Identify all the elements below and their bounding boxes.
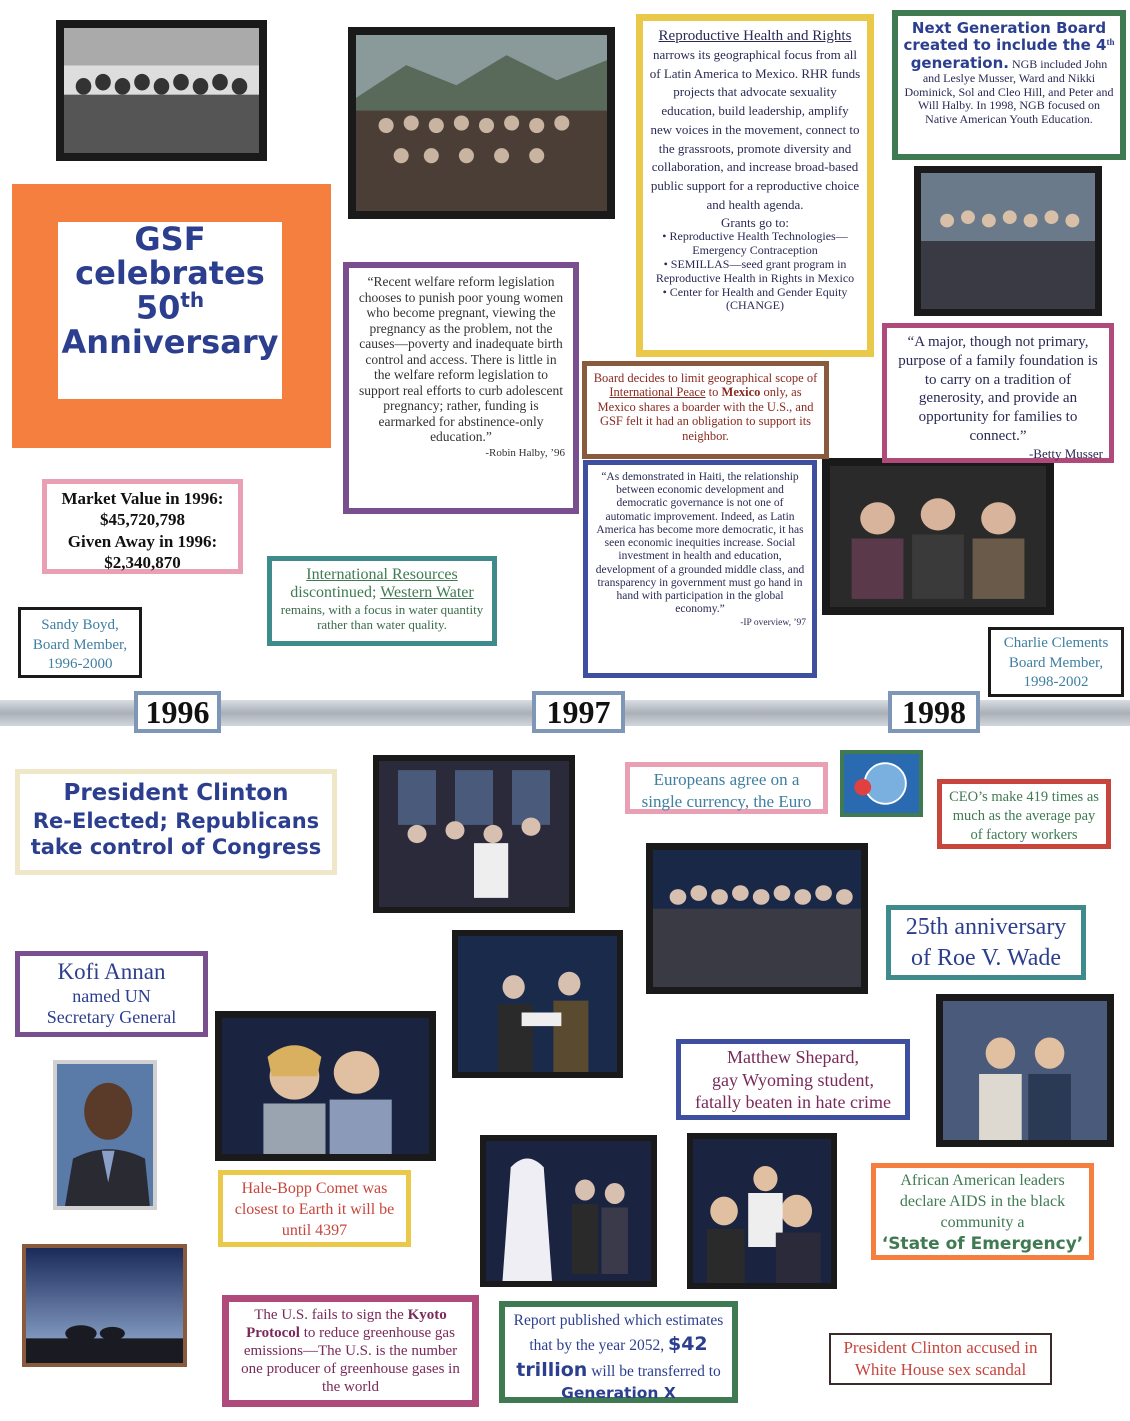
clinton-l3: take control of Congress bbox=[30, 835, 322, 859]
three-people-photo bbox=[822, 458, 1054, 615]
report-t3: will be transferred to bbox=[587, 1362, 721, 1380]
rhr-grant-item: • Center for Health and Gender Equity (CHANGE) bbox=[662, 284, 848, 313]
charlie-box bbox=[988, 627, 1124, 697]
intl-title: International Resources bbox=[306, 566, 458, 583]
ceo-pay-box bbox=[937, 779, 1111, 849]
clinton-reelected-box bbox=[15, 769, 337, 875]
group-photo-dinner bbox=[646, 843, 868, 994]
year-1996: 1996 bbox=[134, 691, 221, 733]
roe-v-wade-box bbox=[886, 905, 1086, 980]
clinton-l2: Re-Elected; Republicans bbox=[32, 808, 320, 833]
roe-l1: 25th anniversary bbox=[905, 914, 1067, 940]
rhr-grant-item: • SEMILLAS—seed grant program in Reproductive Health in Rights in Mexico bbox=[655, 257, 855, 285]
report-genx: Generation X bbox=[561, 1384, 676, 1403]
title-celebrates: celebrates bbox=[75, 254, 265, 293]
market-value: $45,720,798 bbox=[100, 510, 185, 530]
hale-bopp-box bbox=[218, 1170, 411, 1247]
ngb-title: Next Generation Board created to include the 4 bbox=[903, 19, 1107, 55]
intl-resources-box bbox=[267, 556, 497, 646]
aids-t2: ‘State of Emergency’ bbox=[881, 1234, 1084, 1255]
charlie-years: 1998-2002 bbox=[1023, 674, 1089, 690]
haiti-quote-box bbox=[583, 460, 817, 678]
hale-text: Hale-Bopp Comet was closest to Earth it will be until 4397 bbox=[234, 1180, 395, 1239]
euro-box bbox=[625, 762, 828, 814]
shepard-l3: fatally beaten in hate crime bbox=[695, 1092, 891, 1112]
rhr-title: Reproductive Health and Rights bbox=[658, 28, 852, 44]
board-intl-peace: International Peace bbox=[609, 385, 706, 400]
year-1998: 1998 bbox=[888, 691, 980, 733]
given-label: Given Away in 1996: bbox=[67, 531, 218, 551]
generation-x-report-box bbox=[499, 1301, 738, 1403]
shepard-box bbox=[676, 1039, 910, 1120]
kofi-l3: Secretary General bbox=[46, 1007, 177, 1028]
title-number: 50 bbox=[135, 289, 181, 328]
haiti-attr: -IP overview, ’97 bbox=[740, 618, 806, 629]
rhr-text: narrows its geographical focus from all of Latin America to Mexico. RHR funds projects that advocate sexuality education, build leadership, amplify new voices in the movement, connect to the grassroots, promote diversity and collaboration, and increase broad-based public support for a reproductive choice and health agenda. bbox=[649, 46, 861, 212]
charlie-role: Board Member, bbox=[1008, 654, 1104, 671]
ngb-sup: th bbox=[1106, 37, 1115, 48]
group-photo-deck bbox=[914, 166, 1102, 316]
kyoto-t3: to reduce greenhouse gas emissions—The U.S. is the number one producer of greenhouse gases in the world bbox=[241, 1325, 460, 1395]
intl-text: remains, with a focus in water quantity rather than water quality. bbox=[280, 601, 484, 632]
board-t1: Board decides to limit geographical scope of bbox=[593, 371, 818, 385]
roe-l2: of Roe V. Wade bbox=[910, 945, 1062, 972]
rhr-grants: Grants go to: bbox=[721, 214, 789, 230]
board-mexico: Mexico bbox=[721, 385, 761, 400]
sandy-years: 1996-2000 bbox=[47, 656, 113, 672]
ceo-text: CEO’s make 419 times as much as the average pay of factory workers bbox=[949, 789, 1099, 843]
title-gsf: GSF bbox=[134, 220, 206, 258]
report-t1: Report published which estimates that by the year 2052, bbox=[513, 1312, 724, 1354]
board-t5: only, as Mexico shares a boarder with the U.S., and GSF felt it had an obligation to support its neighbor. bbox=[597, 385, 814, 443]
market-value-box bbox=[42, 479, 243, 574]
shepard-l1: Matthew Shepard, bbox=[727, 1047, 859, 1067]
report-amount: $42 trillion bbox=[516, 1332, 708, 1381]
betty-quote: “A major, though not primary, purpose of a family foundation is to carry on a tradition of generosity, and provide an opportunity for families to connect.” bbox=[898, 334, 1098, 444]
group-photo-bw bbox=[56, 20, 267, 161]
euro-text: Europeans agree on a single currency, the Euro bbox=[641, 770, 812, 812]
couple-photo-1998 bbox=[936, 994, 1114, 1147]
celebration-photo-2 bbox=[452, 930, 623, 1078]
couple-photo-1996 bbox=[215, 1011, 436, 1161]
clinton-l1: President Clinton bbox=[63, 780, 289, 806]
ngb-text: NGB included John and Leslye Musser, Ward and Nikki Dominick, Sol and Cleo Hill, and Peter and Will Halby. In 1998, NGB focused on Native American Youth Education. bbox=[904, 56, 1114, 127]
kofi-l2: named UN bbox=[72, 985, 151, 1006]
rhr-grant-item: • Reproductive Health Technologies—Emergency Contraception bbox=[662, 229, 848, 258]
charlie-name: Charlie Clements bbox=[1003, 635, 1109, 651]
title-anniversary: Anniversary bbox=[61, 323, 279, 362]
board-t3: to bbox=[705, 385, 722, 400]
intl-western-water: Western Water bbox=[380, 584, 474, 602]
shepard-l2: gay Wyoming student, bbox=[711, 1069, 875, 1090]
welfare-attr: -Robin Halby, ’96 bbox=[485, 446, 565, 459]
haiti-quote: “As demonstrated in Haiti, the relationship between economic development and democratic governance is not one of automatic improvement. Indeed, as Latin America has become more democratic, it has seen economic inequities increase. Social investment in health and education, development of a grounded middle class, and transparency in government must go hand in hand with participation in the global economy.” bbox=[595, 471, 805, 616]
kyoto-protocol: Kyoto Protocol bbox=[246, 1307, 447, 1341]
kofi-annan-box bbox=[15, 951, 208, 1037]
euro-coin-image bbox=[840, 750, 923, 817]
rhr-box bbox=[636, 14, 874, 357]
bride-photo bbox=[480, 1135, 657, 1287]
betty-attr: -Betty Musser bbox=[1028, 445, 1103, 461]
welfare-quote-box bbox=[343, 262, 579, 514]
given-value: $2,340,870 bbox=[104, 552, 181, 572]
anniversary-title-panel bbox=[12, 184, 331, 448]
group-photo-mountains bbox=[348, 27, 615, 219]
aids-emergency-box bbox=[871, 1163, 1094, 1260]
kyoto-box bbox=[222, 1295, 479, 1407]
kofi-annan-portrait bbox=[53, 1060, 157, 1210]
sunset-trees-photo bbox=[22, 1244, 187, 1367]
ngb-title2: generation. bbox=[910, 53, 1009, 72]
intl-discontinued: discontinued; bbox=[290, 584, 381, 602]
market-label: Market Value in 1996: bbox=[61, 489, 224, 508]
betty-quote-box bbox=[882, 323, 1114, 463]
sandy-name: Sandy Boyd, bbox=[41, 617, 119, 633]
celebration-photo-1 bbox=[373, 755, 575, 913]
sandy-role: Board Member, bbox=[32, 636, 128, 653]
ngb-box bbox=[892, 10, 1126, 160]
sandy-boyd-box bbox=[18, 607, 142, 678]
clinton-scandal-box bbox=[829, 1333, 1052, 1385]
welfare-quote: “Recent welfare reform legislation chooses to punish poor young women who become pregnant, viewing the pregnancy as the problem, not the causes—poverty and inadequate birth control and access. There is little in the welfare reform legislation to support real efforts to curb adolescent pregnancy; rather, funding is earmarked for abstinence-only education.” bbox=[358, 274, 564, 445]
family-photo-1998 bbox=[687, 1133, 837, 1289]
aids-t1: African American leaders declare AIDS in the black community a bbox=[899, 1172, 1066, 1231]
year-1997: 1997 bbox=[532, 691, 625, 733]
scandal-text: President Clinton accused in White House sex scandal bbox=[843, 1338, 1038, 1380]
title-sup: th bbox=[180, 288, 205, 313]
kyoto-t1: The U.S. fails to sign the bbox=[254, 1307, 408, 1323]
kofi-l1: Kofi Annan bbox=[57, 959, 166, 984]
board-decides-box bbox=[582, 361, 829, 459]
